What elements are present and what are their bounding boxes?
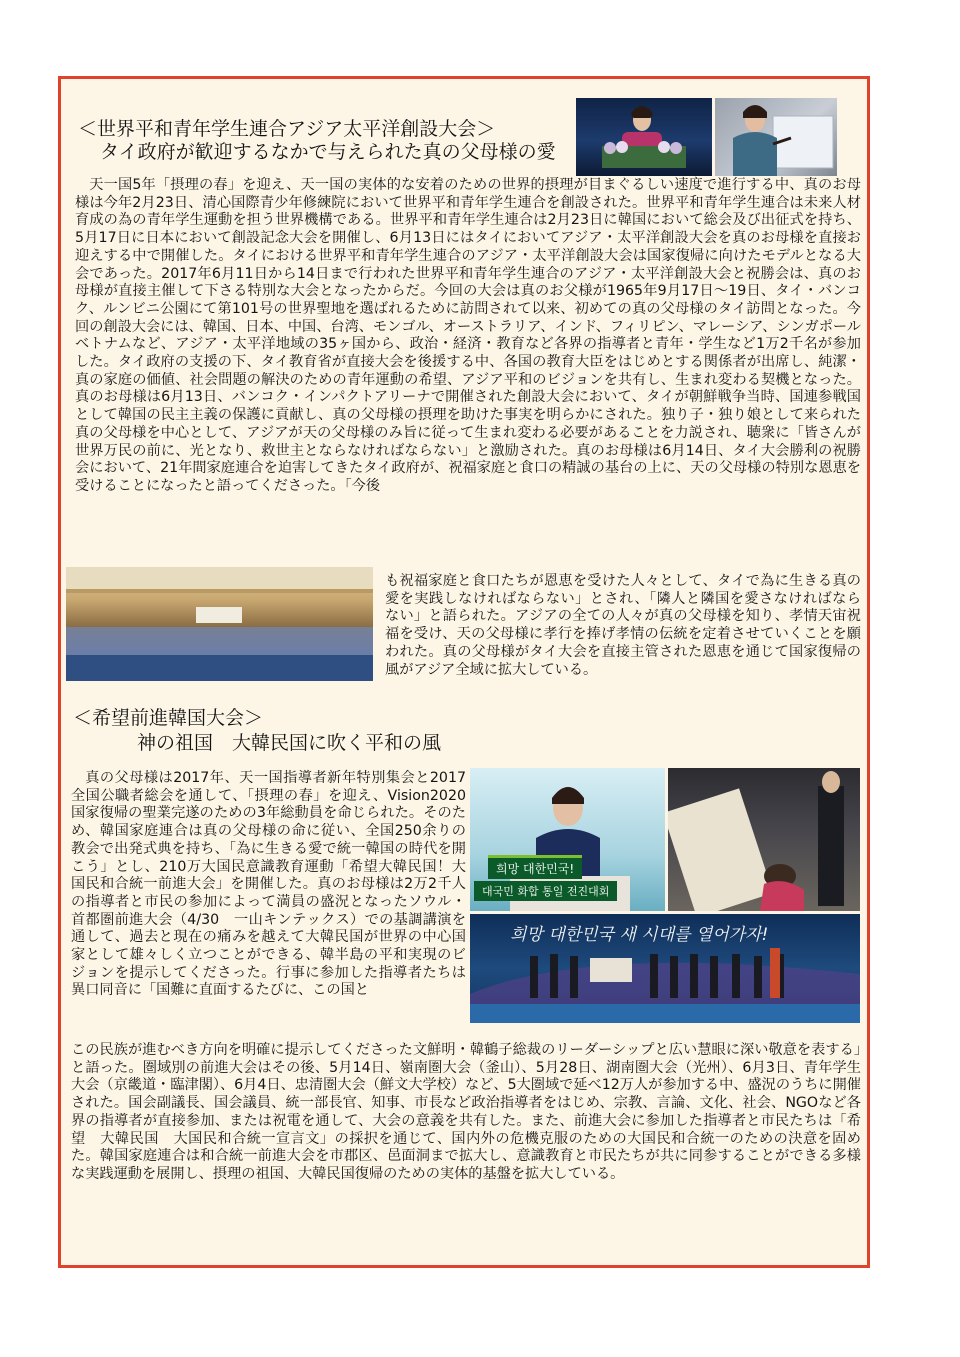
article1-body: 天一国5年「摂理の春」を迎え、天一国の実体的な安着のための世界的摂理が目まぐるしい速度で進行する中、真のお母様は今年2月23日、清心国際青少年修練院において世界平和青年学生連合を創設された。世界平和青年学生連合は未来人材育成の為の青年学生運動を担う世界機構である。世界平和青年学生連合は2月23日に韓国において総会及び出征式を持ち、5月17日に日本において創設記念大会を開催し、6月13日にはタイにおいてアジア・太平洋創設大会を真のお母様を直接お迎えする中で開催した。タイにおける世界平和青年学生連合のアジア・太平洋創設大会は国家復帰に向けたモデルとなる大会であった。2017年6月11日から14日まで行われた世界平和青年学生連合のアジア・太平洋創設大会と祝勝会は、真のお母様が直接主催して下さる特別な大会となったからだ。今回の大会は真のお父様が1965年9月17日～19日、タイ・バンコク、ルンビニ公園にて第101号の世界聖地を選ばれるために訪問されて以来、初めての真の父母様のタイ訪問となった。今回の創設大会には、韓国、日本、中国、台湾、モンゴル、オーストラリア、インド、フィリピン、マレーシア、シンガポールベトナムなど、アジア・太平洋地域の35ヶ国から、政治・経済・教育など各界の指導者と青年・学生など1万2千名が参加した。タイ政府の支援の下、タイ教育省が直接大会を後援する中、各国の教育大臣をはじめとする関係者が出席し、純潔・真の家庭の価値、社会問題の解決のための青年運動の希望、アジア平和のビジョンを共有し、生まれ変わる契機となった。真のお母様は6月13日、バンコク・インパクトアリーナで開催された創設大会において、タイが朝鮮戦争当時、国連参戦国として韓国の民主主義の保護に貢献し、真の父母様の摂理を助けた事実を明らかにされた。独り子・独り娘として来られた真の父母様を中心として、アジアが天の父母様のみ旨に従って生まれ変わる必要があることを力説され、聴衆に「皆さんが世界万民の前に、光となり、救世主とならなければならない」と激励された。真のお母様は6月14日、タイ大会勝利の祝勝会において、21年間家庭連合を迫害してきたタイ政府が、祝福家庭と食口の精誠の基台の上に、天の父母様の特別な恩恵を受けることになったと語ってくださった。「今後 — [75, 177, 861, 494]
photo-stage-sign: 희망 대한민국 새 시대를 열어가자! — [510, 925, 769, 945]
photo-banner-2: 대국민 화합 통일 전진대회 — [474, 881, 617, 901]
article1-title: ＜世界平和青年学生連合アジア太平洋創設大会＞ — [78, 118, 496, 140]
article1-subtitle: タイ政府が歓迎するなかで与えられた真の父母様の愛 — [100, 141, 556, 163]
photo-arena-crowd — [66, 567, 373, 681]
article2-body: 真の父母様は2017年、天一国指導者新年特別集会と2017全国公職者総会を通して、「摂理の春」を迎え、Vision2020国家復帰の聖業完遂のための3年総動員を命じられた。そのため、韓国家庭連合は真の父母様の命に従い、全国250余りの教会で出発式典を持ち、「為に生きる愛で統一韓国の時代を開こう」とし、210万大国民意識教育運動「希望大韓民国！大国民和合統一前進大会」を開催した。真のお母様は2万2千人の指導者と市民の参加によって満員の盛況となったソウル・首都圏前進大会（4/30 一山キンテックス）での基調講演を通して、過去と現在の痛みを越えて大韓民国が世界の中心国家として雄々しく立つことができる、韓半島の平和実現のビジョンを提示してくださった。行事に参加した指導者たちは異口同音に「国難に直面するたびに、この国と — [71, 770, 466, 999]
article2-body-continued: この民族が進むべき方向を明確に提示してくださった文鮮明・韓鶴子総裁のリーダーシップと広い慧眼に深い敬意を表する」と語った。圏域別の前進大会はその後、5月14日、嶺南圏大会（釜山）、5月28日、湖南圏大会（光州）、6月3日、青年学生大会（京畿道・臨津閣）、6月4日、忠清圏大会（鮮文大学校）など、5大圏域で延べ12万人が参加する中、盛況のうちに開催された。国会副議長、国会議員、統一部長官、知事、市長など政治指導者をはじめ、宗教、言論、文化、社会、NGOなど各界の指導者が直接参加、または祝電を通して、大会の意義を共有した。また、前進大会に参加した指導者と市民たちは「希望 大韓民国 大国民和合統一宣言文」の採択を通じて、国内外の危機克服のための大国民和合統一のための決意を固めた。韓国家庭連合は和合統一前進大会を市郡区、邑面洞まで拡大し、意識教育と市民たちが共に同参することができる多様な実践運動を展開し、摂理の祖国、大韓民国復帰のための実体的基盤を拡大している。 — [71, 1042, 861, 1182]
photo-stage-leaders — [470, 914, 860, 1023]
photo-signing-ceremony — [668, 768, 860, 911]
article1-body-continued: も祝福家庭と食口たちが恩恵を受けた人々として、タイで為に生きる真の愛を実践しなければならない」とされ、「隣人と隣国を愛さなければならない」と語られた。アジアの全ての人々が真の父母様を知り、孝情天宙祝福を受け、天の父母様に孝行を捧げ孝情の伝統を定着させていくことを願われた。真の父母様がタイ大会を直接主管された恩恵を通じて国家復帰の風がアジア全域に拡大している。 — [385, 573, 861, 678]
photo-mother-podium — [470, 768, 665, 911]
article2-title: ＜希望前進韓国大会＞ — [73, 707, 264, 729]
photo-mother-signing — [715, 98, 837, 176]
article2-subtitle: 神の祖国 大韓民国に吹く平和の風 — [137, 732, 442, 754]
photo-banner-1: 희망 대한민국! — [488, 855, 582, 879]
photo-mother-speaking — [576, 98, 712, 176]
